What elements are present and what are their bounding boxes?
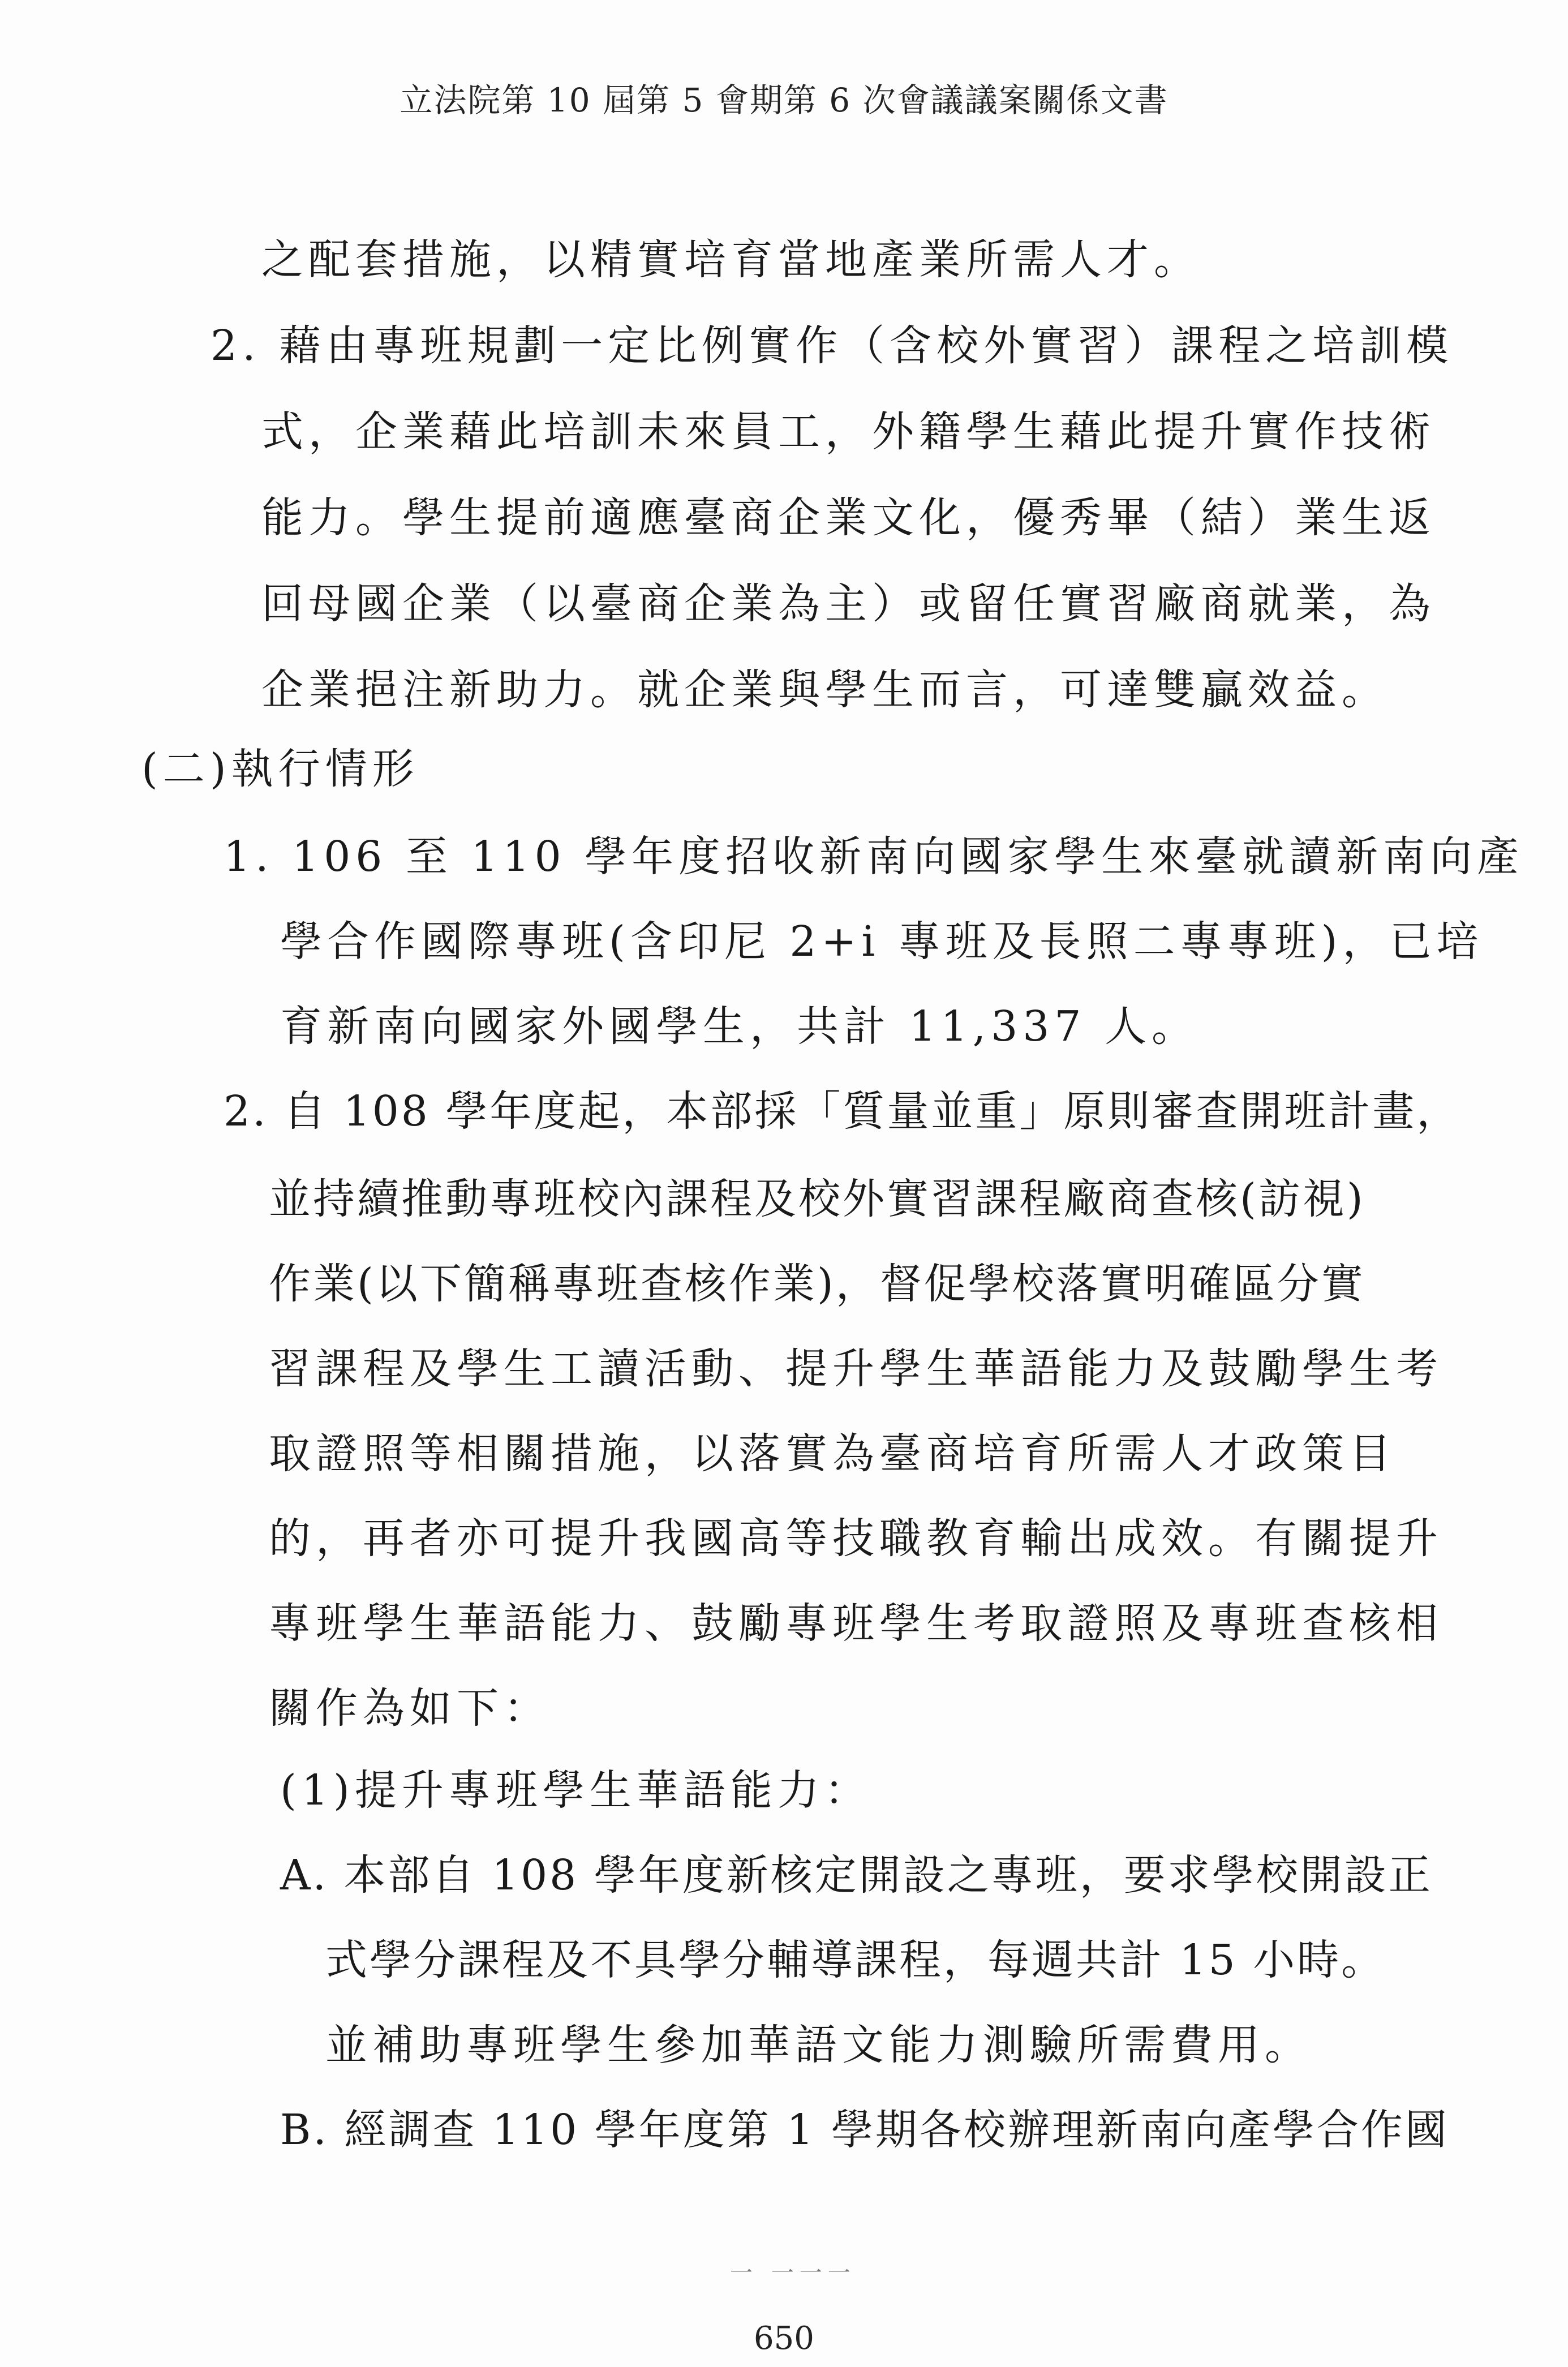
text-line-21: 式學分課程及不具學分輔導課程，每週共計 15 小時。 [325,1936,1386,1984]
text-line-22: 並補助專班學生參加華語文能力測驗所需費用。 [325,2021,1312,2069]
subsection-heading: (1)提升專班學生華語能力： [280,1766,871,1815]
text-line-10: 育新南向國家外國學生，共計 11,337 人。 [280,1002,1198,1051]
text-line-8: 1. 106 至 110 學年度招收新南向國家學生來臺就讀新南向產 [224,832,1524,881]
text-line-23: B. 經調查 110 學年度第 1 學期各校辦理新南向產學合作國 [280,2106,1449,2154]
text-line-20: A. 本部自 108 學年度新核定開設之專班，要求學校開設正 [280,1851,1433,1900]
text-line-11: 2. 自 108 學年度起，本部採「質量並重」原則審查開班計畫， [224,1087,1461,1136]
text-line-3: 式，企業藉此培訓未來員工，外籍學生藉此提升實作技術 [261,407,1436,456]
scan-artifact: 一 一一一 [730,2260,856,2286]
page-number: 650 [754,2320,814,2357]
text-line-12: 並持續推動專班校內課程及校外實習課程廠商查核(訪視) [269,1175,1365,1223]
text-line-13: 作業(以下簡稱專班查核作業)，督促學校落實明確區分實 [269,1260,1365,1308]
text-line-16: 的，再者亦可提升我國高等技職教育輸出成效。有關提升 [269,1514,1443,1563]
text-line-4: 能力。學生提前適應臺商企業文化，優秀畢（結）業生返 [261,493,1436,542]
section-heading: (二)執行情形 [141,745,419,793]
text-line-15: 取證照等相關措施，以落實為臺商培育所需人才政策目 [269,1429,1396,1478]
text-line-14: 習課程及學生工讀活動、提升學生華語能力及鼓勵學生考 [269,1344,1443,1393]
text-line-5: 回母國企業（以臺商企業為主）或留任實習廠商就業，為 [261,579,1436,628]
text-line-1: 之配套措施，以精實培育當地產業所需人才。 [261,235,1201,284]
text-line-2: 2. 藉由專班規劃一定比例實作（含校外實習）課程之培訓模 [211,321,1454,370]
text-line-17: 專班學生華語能力、鼓勵專班學生考取證照及專班查核相 [269,1599,1443,1648]
document-header: 立法院第 10 屆第 5 會期第 6 次會議議案關係文書 [399,81,1169,119]
text-line-9: 學合作國際專班(含印尼 2+i 專班及長照二專專班)，已培 [280,917,1484,966]
text-line-18: 關作為如下： [269,1684,551,1733]
text-line-6: 企業挹注新助力。就企業與學生而言，可達雙贏效益。 [261,665,1389,714]
